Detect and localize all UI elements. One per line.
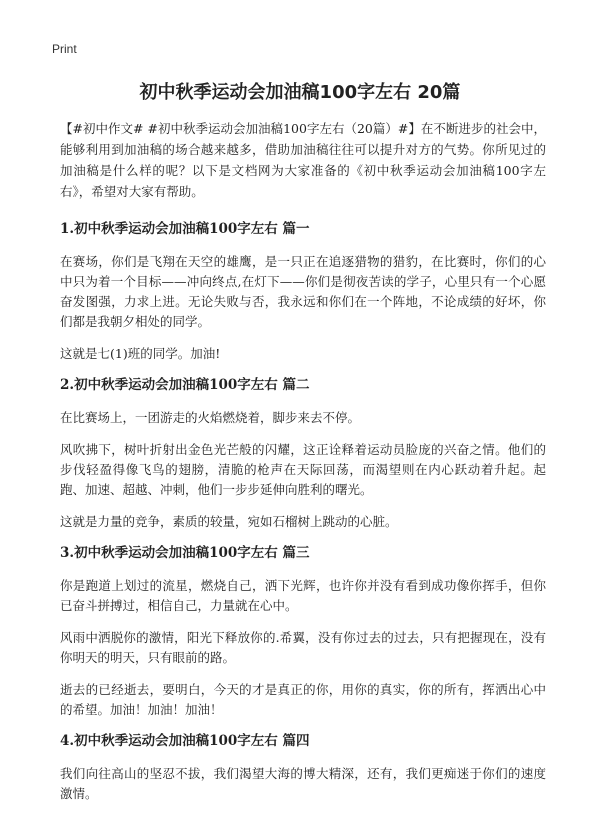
section-4 [60,732,546,804]
section-paragraph: 这就是七(1)班的同学。加油! [60,346,221,361]
section-paragraph: 逝去的已经逝去，要明白，今天的才是真正的你，用你的真实，你的所有，挥洒出心中的希望。加油！加油！加油！ [60,682,546,717]
section-paragraph: 你是跑道上划过的流星，燃烧自己，洒下光辉，也许你并没有看到成功像你挥手，但你已奋斗拼搏过，相信自己，力量就在心中。 [60,578,546,613]
section-paragraph: 风吹拂下，树叶折射出金色光芒般的闪耀，这正诠释着运动员脸庞的兴奋之情。他们的步伐轻盈得像飞鸟的翅膀，清脆的枪声在天际回荡，而渴望则在内心跃动着升起。起跑、加速、超越、冲刺，他们一步步延伸向胜利的曙光。 [60,442,546,497]
section-3 [60,544,546,720]
page-title: 初中秋季运动会加油稿100字左右 20篇 [139,82,461,103]
section-paragraph: 在比赛场上，一团游走的火焰燃烧着，脚步来去不停。 [60,410,361,425]
section-paragraph: 在赛场，你们是飞翔在天空的雄鹰，是一只正在追逐猎物的猎豹，在比赛时，你们的心中只为着一个目标——冲向终点,在灯下——你们是彻夜苦读的学子，心里只有一个心愿奋发图强，力求上进。无论失败与否，我永远和你们在一个阵地，不论成绩的好坏，你们都是我朝夕相处的同学。 [60,254,546,329]
section-heading: 1.初中秋季运动会加油稿100字左右 篇一 [60,221,310,237]
section-paragraph: 我们向往高山的坚忍不拔，我们渴望大海的博大精深，还有，我们更痴迷于你们的速度激情。 [60,766,546,801]
document-body [60,118,546,816]
section-heading: 2.初中秋季运动会加油稿100字左右 篇二 [60,377,310,393]
intro-paragraph: 【#初中作文# #初中秋季运动会加油稿100字左右（20篇）#】在不断进步的社会中，能够利用到加油稿的场合越来越多，借助加油稿往往可以提升对方的气势。你所见过的加油稿是什么样的呢？以下是文档网为大家准备的《初中秋季运动会加油稿100字左右》，希望对大家有帮助。 [60,121,546,199]
section-paragraph: 风雨中洒脱你的激情，阳光下释放你的.希翼，没有你过去的过去，只有把握现在，没有你明天的明天，只有眼前的路。 [60,630,546,665]
section-2 [60,376,546,532]
section-heading: 3.初中秋季运动会加油稿100字左右 篇三 [60,545,310,561]
section-heading: 4.初中秋季运动会加油稿100字左右 篇四 [60,733,310,749]
section-1 [60,220,546,364]
section-paragraph: 这就是力量的竞争，素质的较量，宛如石榴树上跳动的心脏。 [60,514,398,529]
print-label[interactable]: Print [52,42,77,56]
